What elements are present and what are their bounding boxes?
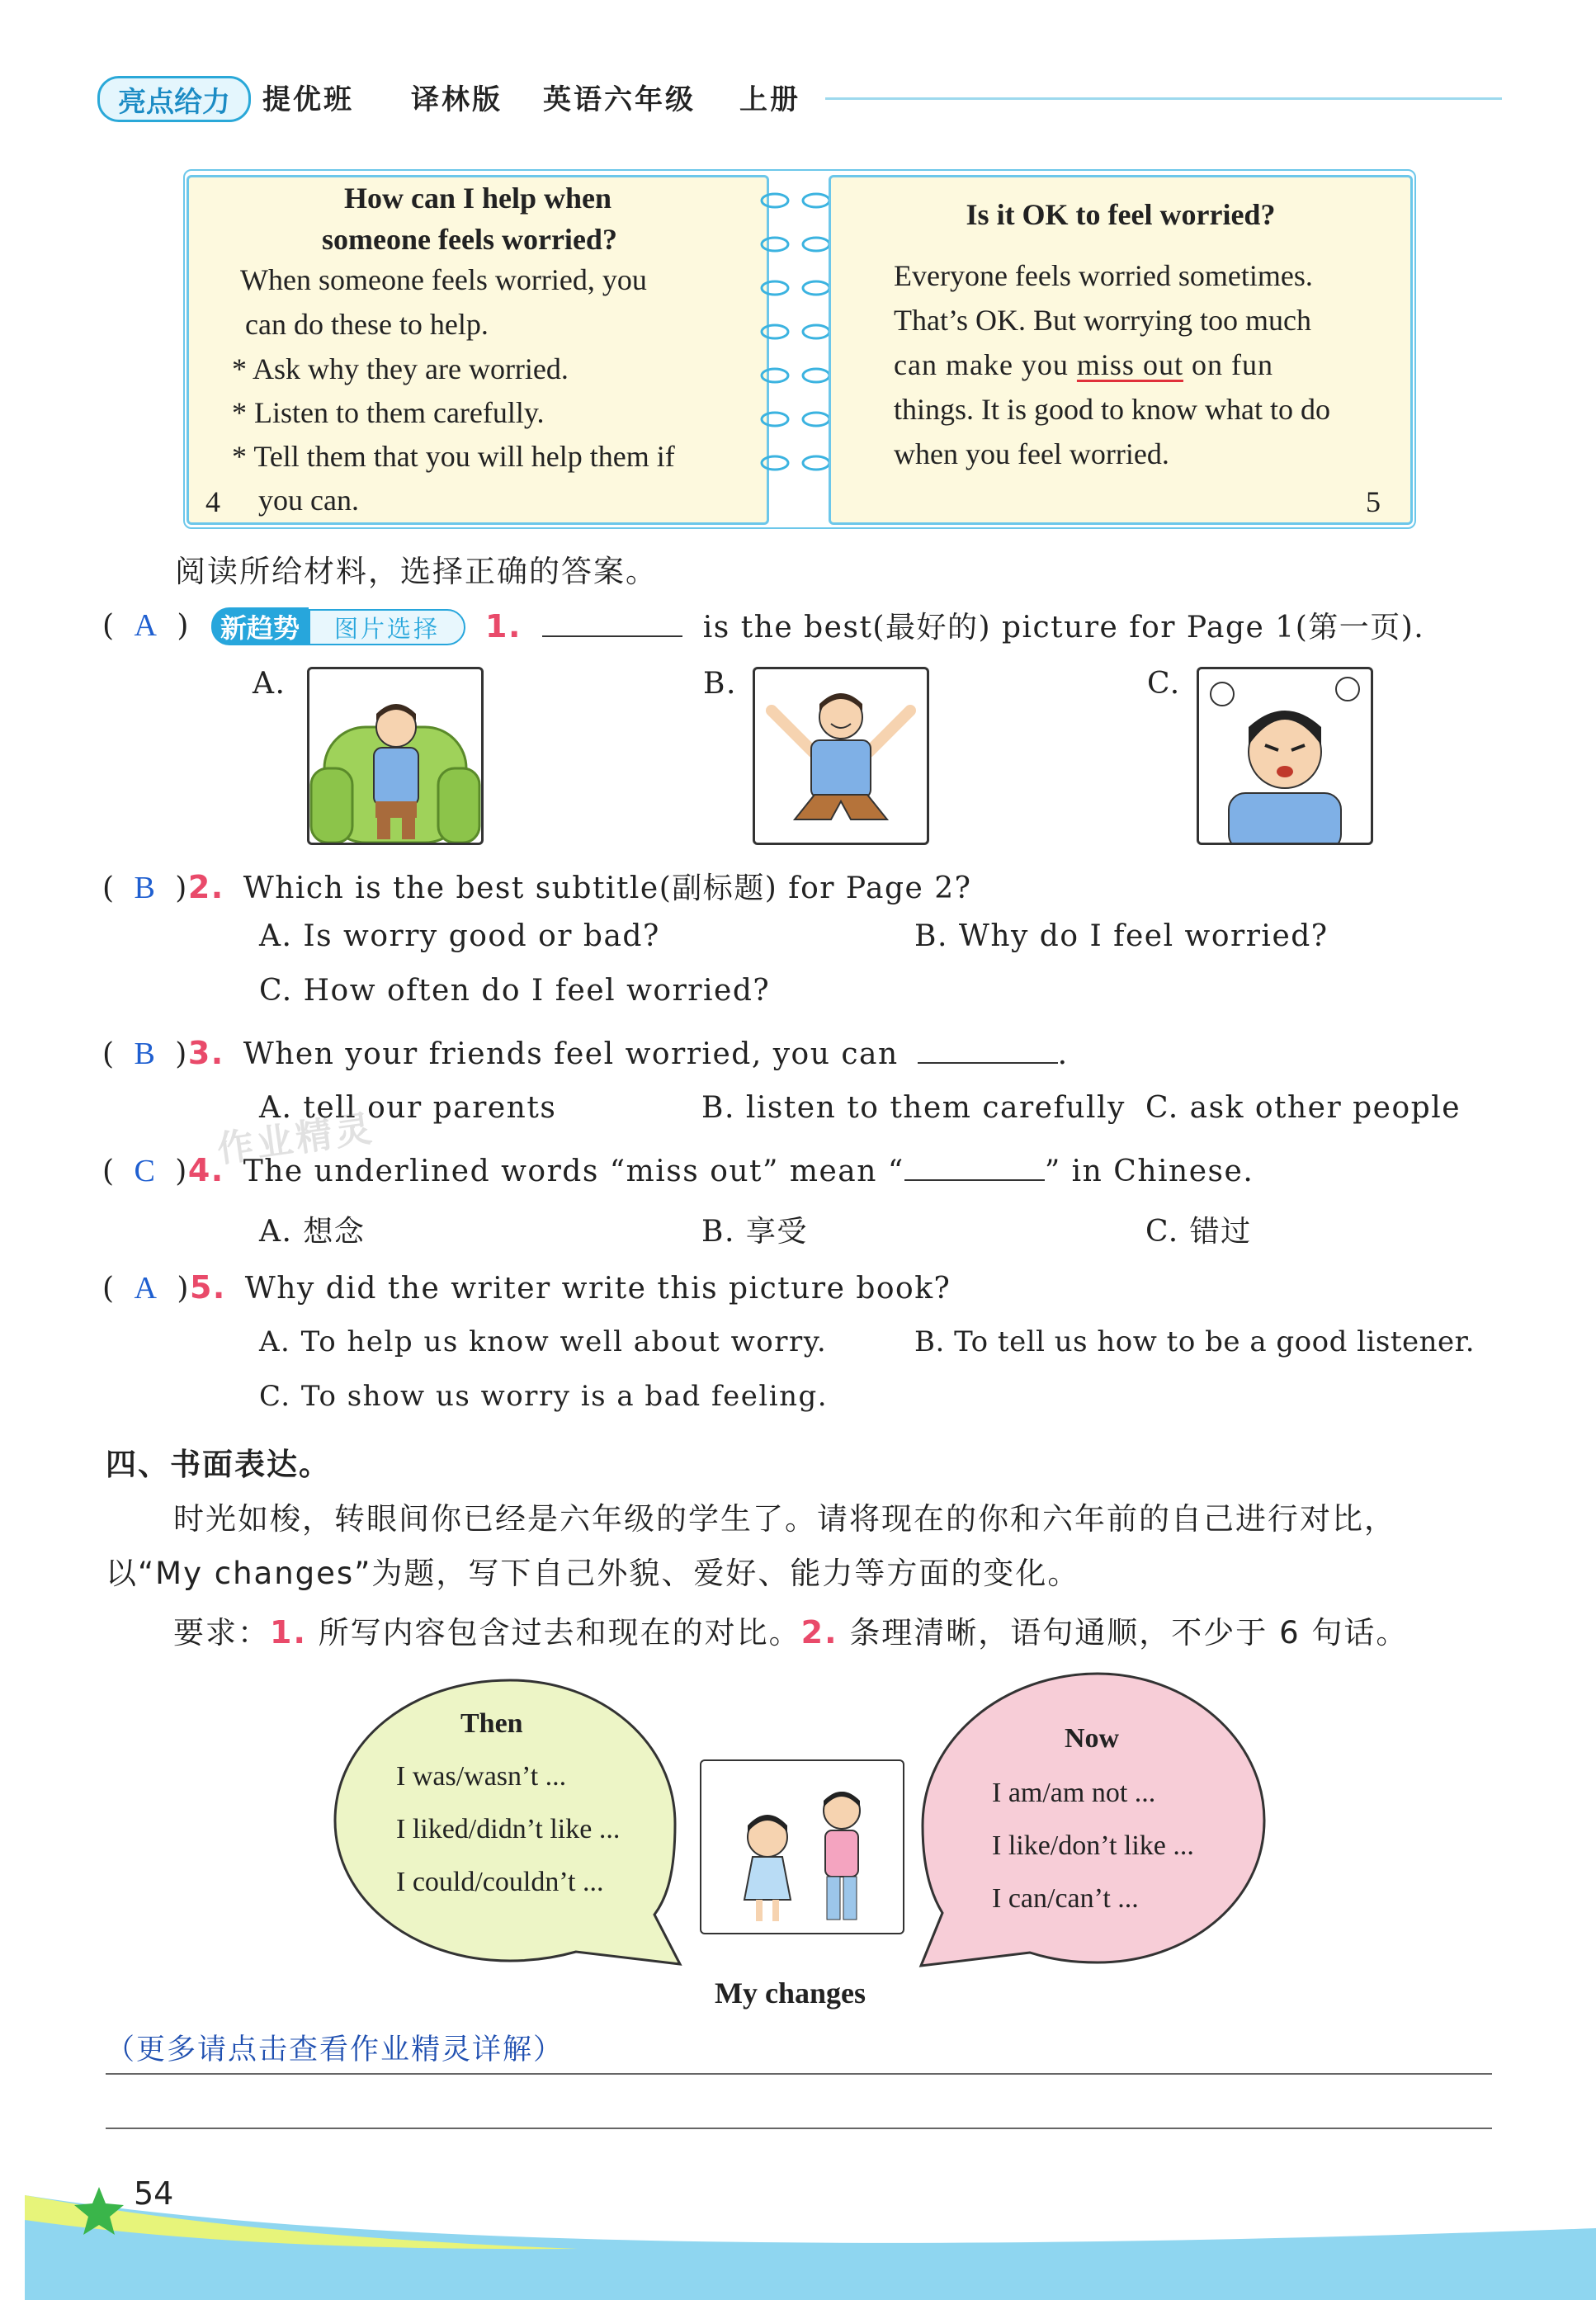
answer-2: B [134,871,157,905]
reading-instruction: 阅读所给材料，选择正确的答案。 [175,554,658,589]
question-text: Why did the writer write this picture book? [244,1272,951,1306]
q2-option-c: C. How often do I feel worried? [259,974,771,1008]
book-right-page [829,175,1413,525]
now-line: I like/don’t like ... [992,1830,1194,1861]
then-line: I could/couldn’t ... [396,1867,604,1897]
q5-option-b: B. To tell us how to be a good listener. [914,1325,1475,1358]
writing-prompt-1: 时光如梭，转眼间你已经是六年级的学生了。请将现在的你和六年前的自己进行对比， [173,1501,1396,1537]
left-page-bullet: * Listen to them carefully. [232,396,545,429]
grade-label: 英语六年级 [543,83,696,116]
series-badge: 亮点给力 [97,76,251,122]
req-text: 所写内容包含过去和现在的对比。 [318,1615,801,1651]
option-b-picture [753,667,929,845]
option-label-a: A. [253,667,286,701]
writing-line [106,2128,1492,2129]
q2-option-b: B. Why do I feel worried? [914,919,1329,953]
left-page-bullet: * Tell them that you will help them if [232,440,675,473]
right-page-text: can make you [894,348,1077,381]
more-details-link[interactable]: （更多请点击查看作业精灵详解） [106,2033,564,2066]
right-page-line [894,342,1273,387]
question-number: 4. [187,1152,224,1188]
answer-3: B [134,1037,157,1071]
req-number: 2. [800,1614,838,1651]
q4-option-b: B. 享受 [701,1215,808,1249]
option-label-c: C. [1147,667,1181,701]
q3-option-a: A. tell our parents [259,1091,557,1125]
header-rule [825,97,1502,100]
question-number: 3. [187,1035,224,1071]
question-5: ( A )5. Why did the writer write this picture book? [102,1269,951,1306]
option-a-picture [307,667,484,845]
q3-option-b: B. listen to them carefully [701,1091,1126,1125]
now-bubble [914,1669,1271,1976]
then-line: I was/wasn’t ... [396,1761,567,1792]
question-number: 5. [189,1269,226,1306]
right-page-number: 5 [1366,485,1381,518]
two-girls-picture [700,1759,904,1934]
question-number: 1. [485,608,522,645]
writing-prompt-2: 以“My changes”为题，写下自己外貌、爱好、能力等方面的变化。 [106,1556,1080,1591]
answer-4: C [134,1154,157,1188]
right-page-line: Everyone feels worried sometimes. [894,259,1313,292]
watermark: 作业精灵 [215,1107,378,1172]
right-page-line: things. It is good to know what to do [894,393,1330,426]
left-page-line: you can. [258,484,359,517]
left-page-line: When someone feels worried, you [240,263,647,296]
writing-section-title: 四、书面表达。 [106,1447,331,1482]
angry-boy-illustration [1199,669,1371,843]
book-left-page [187,175,769,525]
question-text: is the best(最好的) picture for Page 1(第一页). [702,611,1425,645]
question-text: The underlined words “miss out” mean “ [243,1155,904,1188]
req-number: 1. [270,1614,307,1651]
answer-5: A [134,1271,158,1306]
now-line: I can/can’t ... [992,1883,1139,1914]
series-name: 提优班 [262,83,354,116]
right-page-text: on fun [1183,348,1273,381]
jumping-boy-illustration [755,669,927,843]
left-page-number: 4 [205,485,220,518]
now-line: I am/am not ... [992,1778,1156,1808]
question-1: ( A ) [102,608,190,643]
right-page-line: That’s OK. But worrying too much [894,304,1311,337]
q4-option-c: C. 错过 [1145,1215,1252,1249]
then-title: Then [460,1708,523,1739]
question-4: ( C )4. The underlined words “miss out” mean “ ” in Chinese. [102,1152,1254,1188]
answer-blank [904,1179,1045,1181]
question-number: 2. [187,869,224,905]
left-page-title-2: someone feels worried? [322,223,617,256]
picture-choice-tag: 图片选择 [309,609,465,645]
new-trend-tag: 新趋势 [211,607,309,645]
writing-caption: My changes [715,1976,866,2010]
question-text: . [1057,1037,1069,1071]
page-number: 54 [134,2175,174,2212]
q3-option-c: C. ask other people [1145,1091,1461,1125]
right-page-line: when you feel worried. [894,437,1169,470]
q2-option-a: A. Is worry good or bad? [259,919,660,953]
q5-option-a: A. To help us know well about worry. [259,1325,828,1358]
q5-option-c: C. To show us worry is a bad feeling. [259,1380,829,1413]
girls-illustration [701,1761,903,1933]
right-page-title: Is it OK to feel worried? [966,198,1276,231]
bottom-wave-decoration [0,2170,1596,2300]
question-2: ( B )2. Which is the best subtitle(副标题) for Page 2? [102,869,972,905]
left-page-line: can do these to help. [245,308,489,341]
now-title: Now [1065,1723,1120,1754]
answer-blank [542,635,682,637]
req-label: 要求： [173,1615,270,1651]
question-3: ( B )3. When your friends feel worried, you can . [102,1035,1069,1071]
edition-label: 译林版 [411,83,503,116]
left-page-title-1: How can I help when [343,182,612,215]
boy-sitting-armchair-illustration [309,669,481,843]
option-label-b: B. [703,667,737,701]
writing-requirements [173,1608,1408,1652]
question-text: When your friends feel worried, you can [243,1037,899,1071]
question-text: ” in Chinese. [1044,1155,1254,1188]
then-line: I liked/didn’t like ... [396,1814,621,1844]
question-text: Which is the best subtitle(副标题) for Page 2? [243,871,972,905]
req-text: 条理清晰，语句通顺，不少于 6 句话。 [849,1615,1409,1651]
underlined-words: miss out [1076,348,1183,381]
q4-option-a: A. 想念 [259,1215,366,1249]
question-1-text [485,604,1424,646]
answer-1: A [134,608,158,643]
volume-label: 上册 [739,83,800,116]
writing-line [106,2073,1492,2075]
left-page-bullet: * Ask why they are worried. [232,352,569,385]
option-c-picture [1197,667,1373,845]
answer-blank [918,1062,1058,1064]
